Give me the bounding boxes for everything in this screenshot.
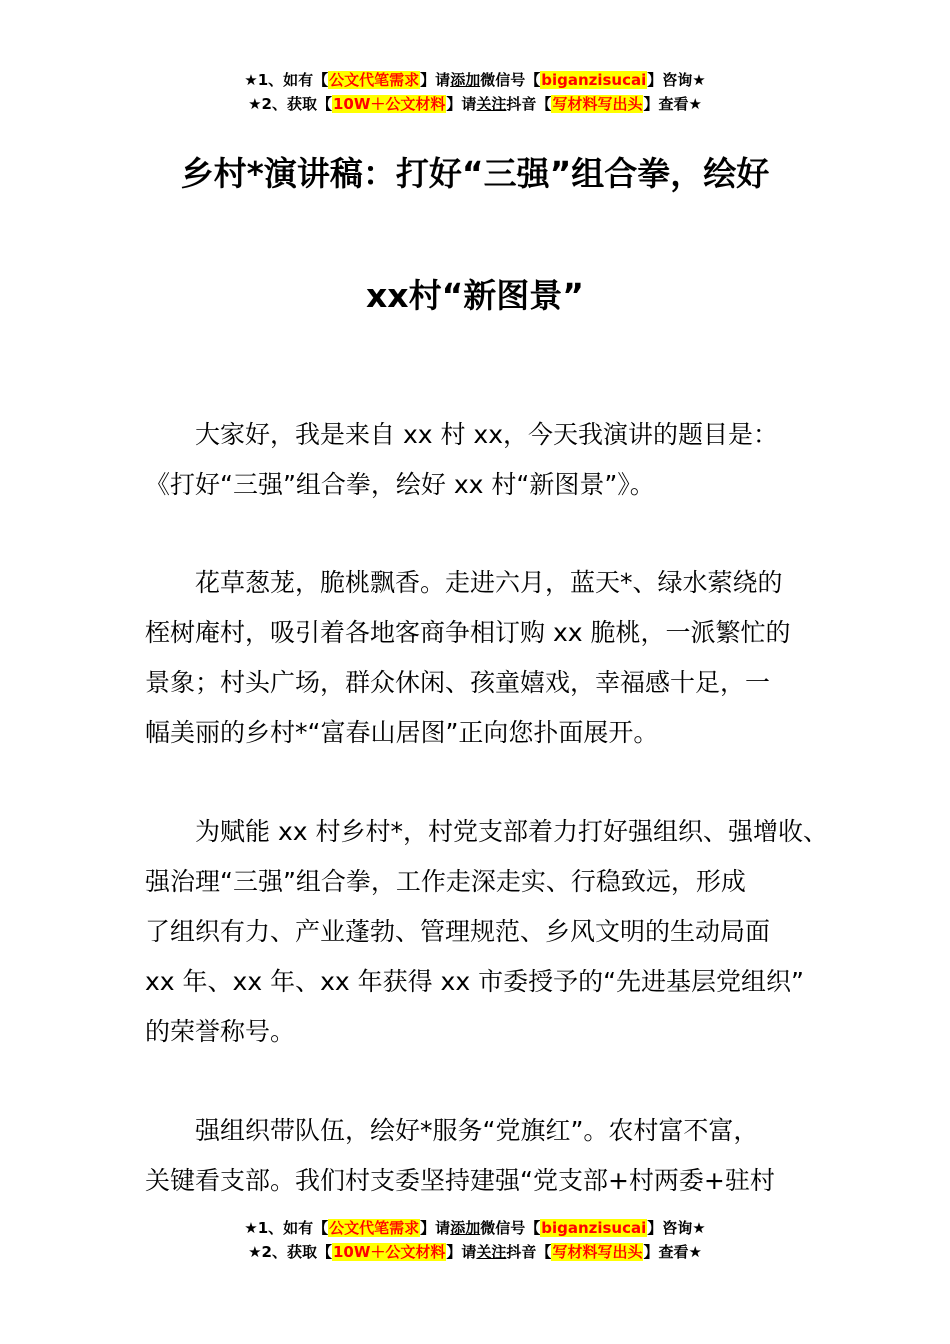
footer-banner [0,1216,950,1264]
banner-line-1 [0,68,950,92]
banner-text: 】请 [446,95,477,113]
banner-underline: 关注 [476,95,507,113]
banner-text: 】请 [446,1243,477,1261]
banner-underline: 添加 [450,71,481,89]
text-line: 《打好“三强”组合拳，绘好 xx 村“新图景”》。 [145,470,655,499]
text-line: 花草葱茏，脆桃飘香。走进六月，蓝天*、绿水萦绕的 [195,568,783,597]
banner-text: 】请 [420,1219,451,1237]
paragraph-greeting [145,410,825,510]
paragraph-scenery [145,558,825,758]
banner-highlight: biganzisucai [541,1219,647,1237]
document-title-line-2: xx村“新图景” [366,276,584,315]
banner-text: 抖音【 [506,1243,552,1261]
banner-text: 】咨询★ [647,71,706,89]
banner-text: 抖音【 [506,95,552,113]
text-line: 强组织带队伍，绘好*服务“党旗红”。农村富不富， [195,1116,759,1145]
text-line: 幅美丽的乡村*“富春山居图”正向您扑面展开。 [145,718,659,747]
banner-underline: 关注 [476,1243,507,1261]
paragraph-achievements [145,807,828,1057]
banner-line-1 [0,1216,950,1240]
text-line: xx 年、xx 年、xx 年获得 xx 市委授予的“先进基层党组织” [145,967,804,996]
banner-text: 微信号【 [480,71,541,89]
banner-highlight: 公文代笔需求 [329,1219,420,1237]
banner-text: 微信号【 [480,1219,541,1237]
banner-text: 】查看★ [643,95,702,113]
banner-text: ★2、获取【 [248,95,332,113]
banner-underline: 添加 [450,1219,481,1237]
paragraph-organization [145,1106,825,1206]
text-line: 景象；村头广场，群众休闲、孩童嬉戏，幸福感十足，一 [145,668,771,697]
text-line: 了组织有力、产业蓬勃、管理规范、乡风文明的生动局面 [145,917,771,946]
text-line: 强治理“三强”组合拳，工作走深走实、行稳致远，形成 [145,867,746,896]
text-line: 关键看支部。我们村支委坚持建强“党支部+村两委+驻村 [145,1166,775,1195]
banner-highlight: 10W＋公文材料 [332,1243,446,1261]
document-title-line-1: 乡村*演讲稿：打好“三强”组合拳，绘好 [180,154,770,193]
text-line: 为赋能 xx 村乡村*，村党支部着力打好强组织、强增收、 [195,817,828,846]
banner-text: 】咨询★ [647,1219,706,1237]
banner-line-2 [0,92,950,116]
banner-highlight: 写材料写出头 [552,1243,643,1261]
text-line: 的荣誉称号。 [145,1017,296,1046]
header-banner [0,68,950,116]
banner-text: 】查看★ [643,1243,702,1261]
banner-text: 】请 [420,71,451,89]
banner-highlight: 公文代笔需求 [329,71,420,89]
banner-highlight: 10W＋公文材料 [332,95,446,113]
banner-text: ★1、如有【 [244,1219,329,1237]
banner-text: ★2、获取【 [248,1243,332,1261]
text-line: 大家好，我是来自 xx 村 xx，今天我演讲的题目是： [195,420,779,449]
banner-line-2 [0,1240,950,1264]
text-line: 桎树庵村，吸引着各地客商争相订购 xx 脆桃，一派繁忙的 [145,618,791,647]
banner-text: ★1、如有【 [244,71,329,89]
banner-highlight: biganzisucai [541,71,647,89]
banner-highlight: 写材料写出头 [552,95,643,113]
